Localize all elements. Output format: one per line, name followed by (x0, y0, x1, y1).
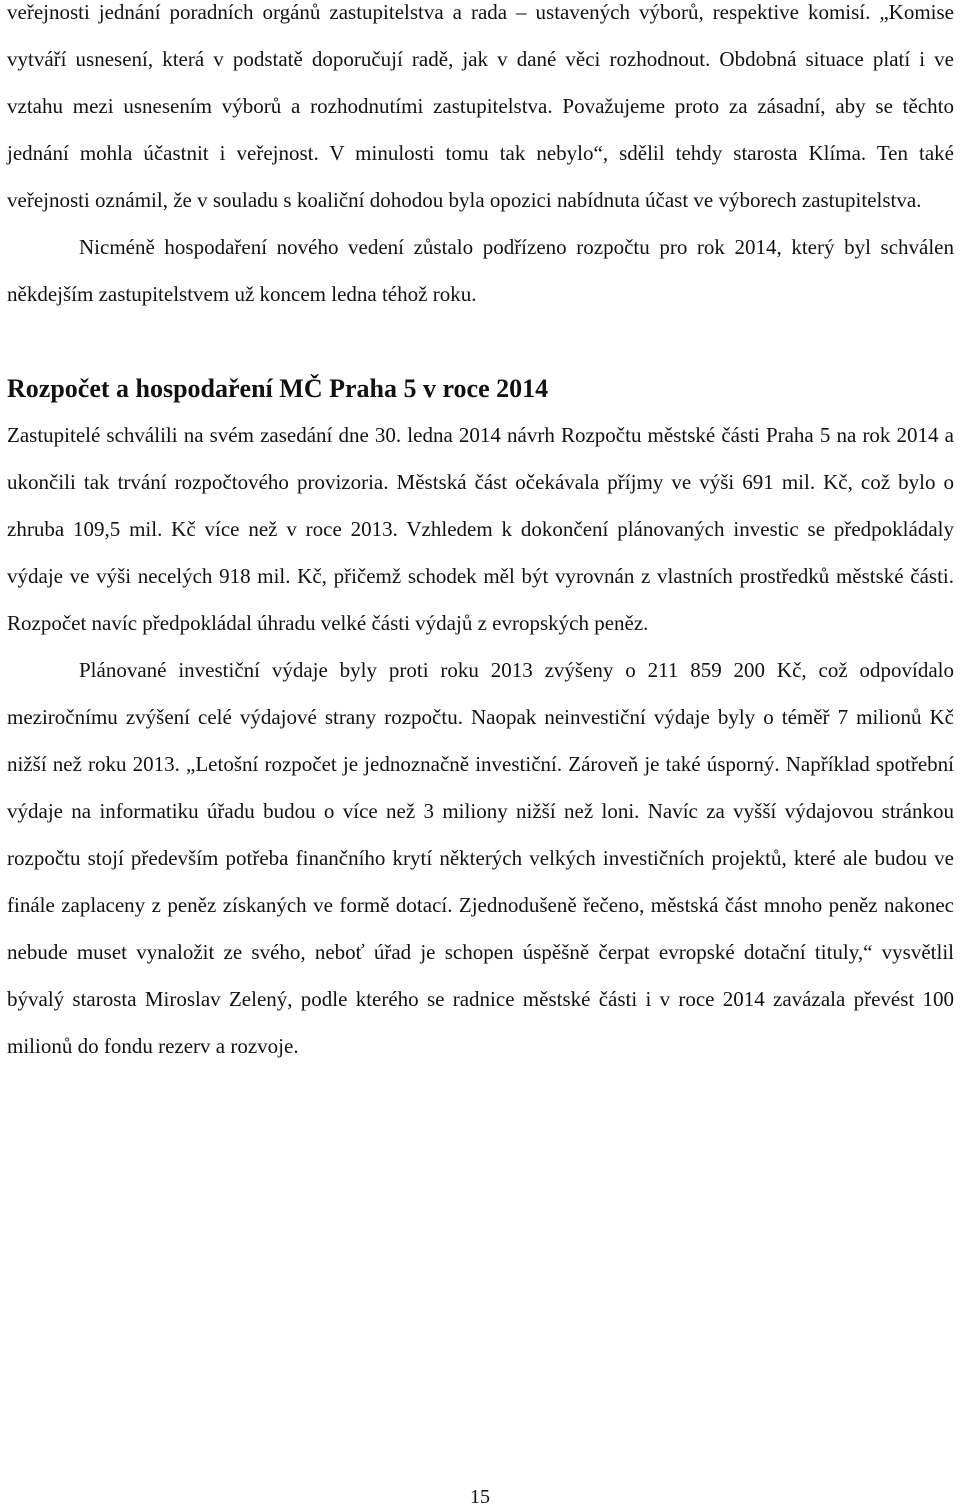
paragraph-budget-subordination: Nicméně hospodaření nového vedení zůstalo podřízeno rozpočtu pro rok 2014, který byl schválen někdejším zastupitelstvem už koncem ledna téhož roku. (7, 235, 954, 306)
document-page (7, 0, 954, 1070)
page-number: 15 (470, 1486, 490, 1508)
paragraph-budget-approval: Zastupitelé schválili na svém zasedání dne 30. ledna 2014 návrh Rozpočtu městské části Praha 5 na rok 2014 a ukončili tak trvání rozpočtového provizoria. Městská část očekávala příjmy ve výši 691 mil. Kč, což bylo o zhruba 109,5 mil. Kč více než v roce 2013. Vzhledem k dokončení plánovaných investic se předpokládaly výdaje ve výši necelých 918 mil. Kč, přičemž schodek měl být vyrovnán z vlastních prostředků městské části. Rozpočet navíc předpokládal úhradu velké části výdajů z evropských peněz. (7, 423, 954, 635)
paragraph-investment-expenses: Plánované investiční výdaje byly proti roku 2013 zvýšeny o 211 859 200 Kč, což odpovídalo meziročnímu zvýšení celé výdajové strany rozpočtu. Naopak neinvestiční výdaje byly o téměř 7 milionů Kč nižší než roku 2013. „Letošní rozpočet je jednoznačně investiční. Zároveň je také úsporný. Například spotřební výdaje na informatiku úřadu budou o více než 3 miliony nižší než loni. Navíc za vyšší výdajovou stránkou rozpočtu stojí především potřeba finančního krytí některých velkých investičních projektů, které ale budou ve finále zaplaceny z peněz získaných ve formě dotací. Zjednodušeně řečeno, městská část mnoho peněz nakonec nebude muset vynaložit ze svého, neboť úřad je schopen úspěšně čerpat evropské dotační tituly,“ vysvětlil bývalý starosta Miroslav Zelený, podle kterého se radnice městské části i v roce 2014 zavázala převést 100 milionů do fondu rezerv a rozvoje. (7, 658, 954, 1058)
paragraph-committees: veřejnosti jednání poradních orgánů zastupitelstva a rada – ustavených výborů, respektive komisí. „Komise vytváří usnesení, která v podstatě doporučují radě, jak v dané věci rozhodnout. Obdobná situace platí i ve vztahu mezi usnesením výborů a rozhodnutími zastupitelstva. Považujeme proto za zásadní, aby se těchto jednání mohla účastnit i veřejnost. V minulosti tomu tak nebylo“, sdělil tehdy starosta Klíma. Ten také veřejnosti oznámil, že v souladu s koaliční dohodou byla opozici nabídnuta účast ve výborech zastupitelstva. (7, 0, 954, 212)
section-heading: Rozpočet a hospodaření MČ Praha 5 v roce 2014 (7, 374, 549, 403)
